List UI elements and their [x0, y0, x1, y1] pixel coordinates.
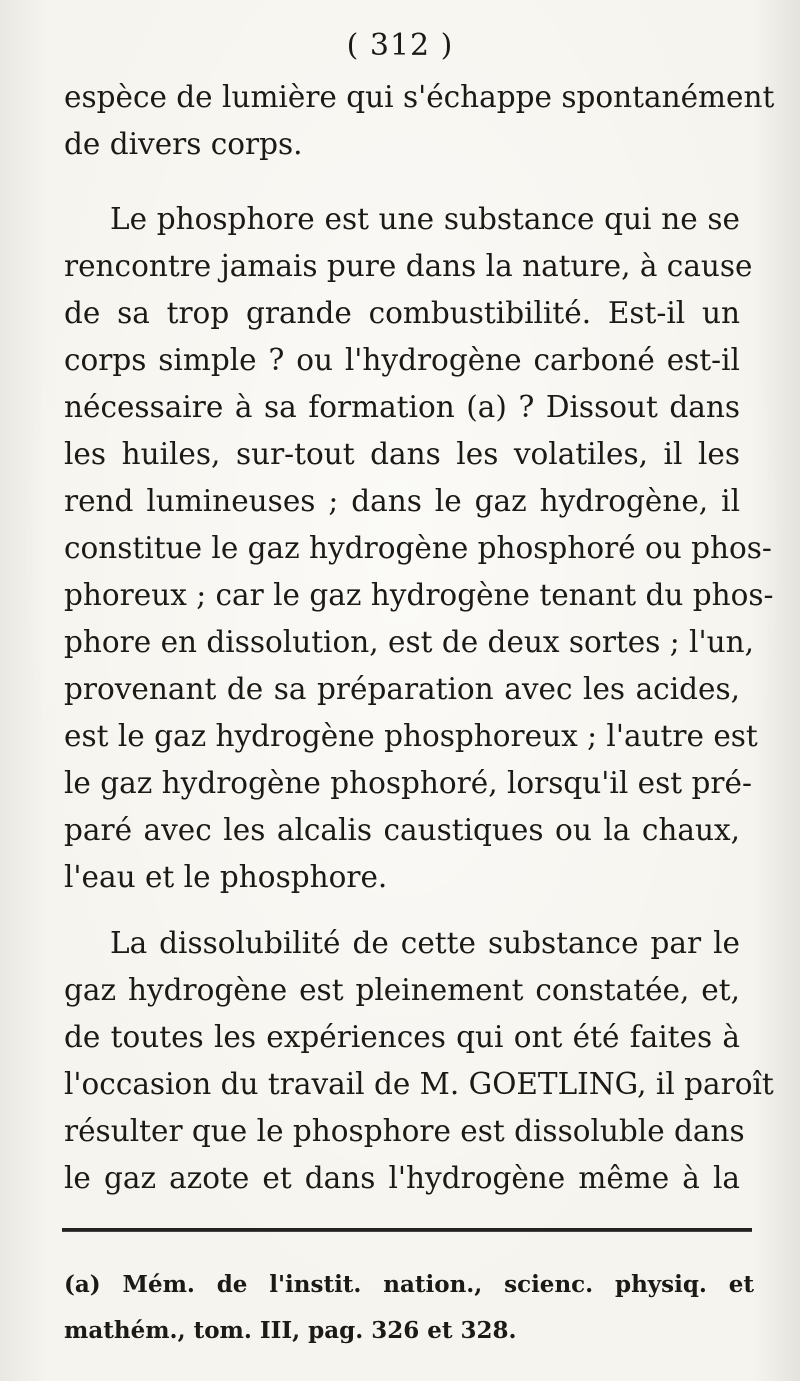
text-line: l'eau et le phosphore.: [64, 860, 388, 894]
footnote: [64, 1262, 754, 1354]
text-line: Le phosphore est une substance qui ne se: [110, 202, 740, 236]
text-line: gaz hydrogène est pleinement constatée, et,: [64, 973, 740, 1007]
paragraph-1: [64, 74, 775, 168]
text-line: phore en dissolution, est de deux sortes ; l'un,: [64, 625, 754, 659]
footnote-divider: [62, 1228, 752, 1232]
text-line: constitue le gaz hydrogène phosphoré ou phos-: [64, 531, 772, 565]
text-line: le gaz azote et dans l'hydrogène même à la: [64, 1161, 740, 1195]
text-line: paré avec les alcalis caustiques ou la chaux,: [64, 813, 740, 847]
text-line: résulter que le phosphore est dissoluble dans: [64, 1114, 745, 1148]
text-line: de toutes les expériences qui ont été faites à: [64, 1020, 740, 1054]
text-line: rencontre jamais pure dans la nature, à cause: [64, 249, 753, 283]
text-line: nécessaire à sa formation (a) ? Dissout dans: [64, 390, 740, 424]
page-number: ( 312 ): [346, 28, 454, 63]
text-line: de divers corps.: [64, 127, 303, 161]
footnote-line: mathém., tom. III, pag. 326 et 328.: [64, 1317, 517, 1344]
text-line: La dissolubilité de cette substance par le: [110, 926, 740, 960]
paragraph-2: [64, 196, 774, 901]
text-line: l'occasion du travail de M. GOETLING, il paroît: [64, 1067, 774, 1101]
text-line: les huiles, sur-tout dans les volatiles, il les: [64, 437, 740, 471]
paragraph-3: [64, 920, 774, 1202]
text-line: de sa trop grande combustibilité. Est-il un: [64, 296, 740, 330]
text-line: espèce de lumière qui s'échappe spontanément: [64, 80, 775, 114]
footnote-line: (a) Mém. de l'instit. nation., scienc. physiq. et: [64, 1271, 754, 1298]
text-line: corps simple ? ou l'hydrogène carboné est-il: [64, 343, 740, 377]
text-line: provenant de sa préparation avec les acides,: [64, 672, 740, 706]
text-line: le gaz hydrogène phosphoré, lorsqu'il est pré-: [64, 766, 752, 800]
text-line: rend lumineuses ; dans le gaz hydrogène, il: [64, 484, 740, 518]
text-line: est le gaz hydrogène phosphoreux ; l'autre est: [64, 719, 758, 753]
text-line: phoreux ; car le gaz hydrogène tenant du phos-: [64, 578, 774, 612]
